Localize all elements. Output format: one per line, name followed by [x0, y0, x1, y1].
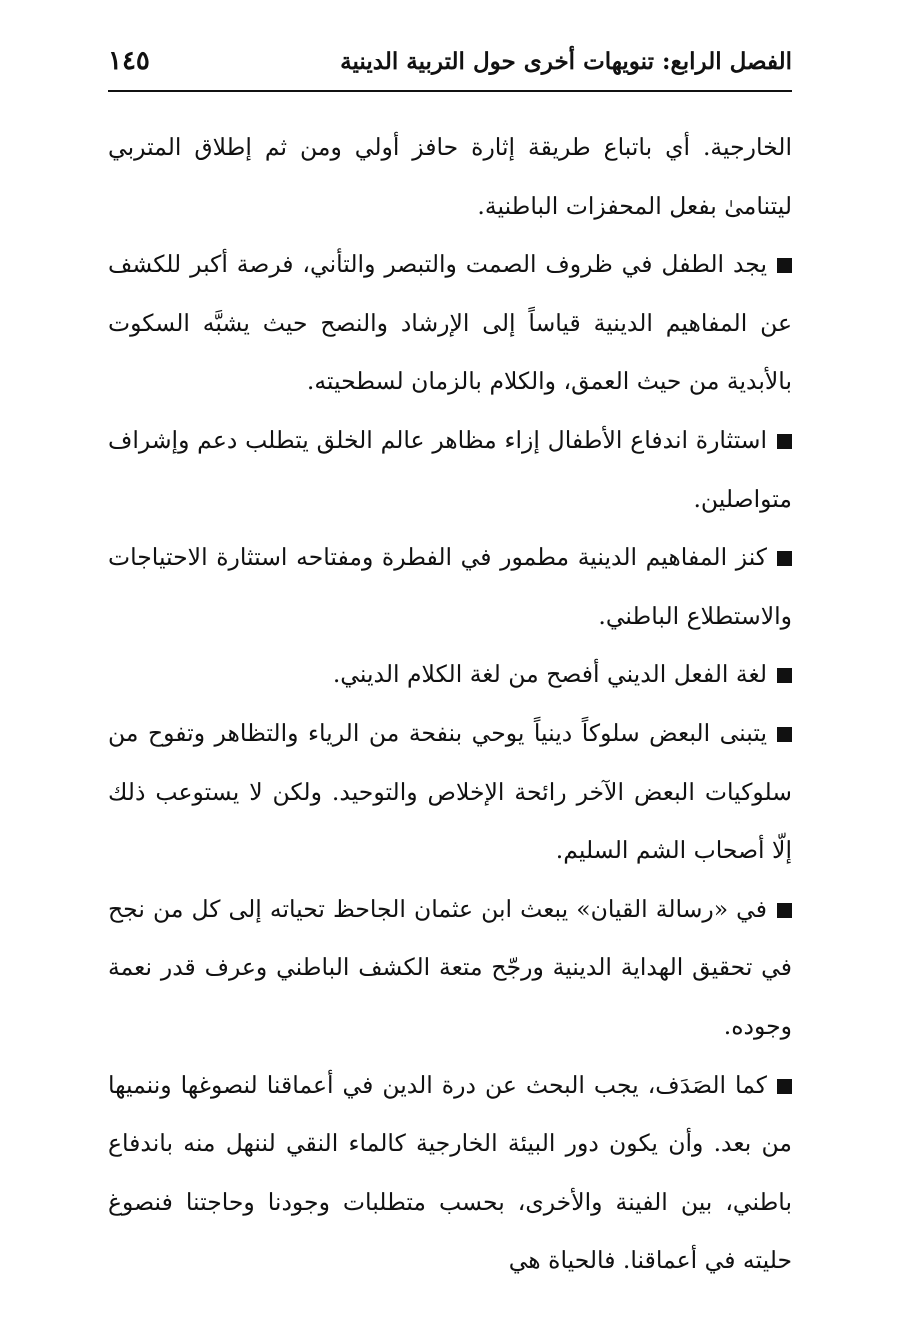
body-text	[108, 118, 792, 1290]
page-number: ١٤٥	[108, 46, 150, 76]
bullet-paragraph	[108, 1056, 792, 1290]
square-bullet-icon	[777, 258, 792, 273]
bullet-paragraph	[108, 704, 792, 880]
square-bullet-icon	[777, 551, 792, 566]
square-bullet-icon	[777, 668, 792, 683]
paragraph-text: كنز المفاهيم الدينية مطمور في الفطرة ومفتاحه استثارة الاحتياجات والاستطلاع الباطني.	[108, 543, 792, 630]
bullet-paragraph	[108, 411, 792, 528]
square-bullet-icon	[777, 727, 792, 742]
paragraph-text: يجد الطفل في ظروف الصمت والتبصر والتأني، فرصة أكبر للكشف عن المفاهيم الدينية قياساً إلى الإرشاد والنصح حيث يشبَّه السكوت بالأبدية من حيث العمق، والكلام بالزمان لسطحيته.	[108, 250, 792, 396]
bullet-paragraph	[108, 235, 792, 411]
paragraph-text: كما الصَدَف، يجب البحث عن درة الدين في أعماقنا لنصوغها وننميها من بعد. وأن يكون دور البيئة الخارجية كالماء النقي لننهل منه باندفاع باطني، بين الفينة والأخرى، بحسب متطلبات وجودنا وحاجتنا فنصوغ حليته في أعماقنا. فالحياة هي	[108, 1070, 792, 1275]
bullet-paragraph	[108, 528, 792, 645]
bullet-paragraph	[108, 645, 792, 704]
paragraph-text: يتبنى البعض سلوكاً دينياً يوحي بنفحة من الرياء والتظاهر وتفوح من سلوكيات البعض الآخر رائحة الإخلاص والتوحيد. ولكن لا يستوعب ذلك إلّا أصحاب الشم السليم.	[108, 718, 792, 865]
square-bullet-icon	[777, 1079, 792, 1094]
paragraph-text: الخارجية. أي باتباع طريقة إثارة حافز أولي ومن ثم إطلاق المتربي ليتنامىٰ بفعل المحفزات الباطنية.	[108, 133, 792, 220]
page-header	[108, 40, 792, 92]
paragraph-text: لغة الفعل الديني أفصح من لغة الكلام الديني.	[332, 660, 767, 689]
square-bullet-icon	[777, 434, 792, 449]
paragraph-text: استثارة اندفاع الأطفال إزاء مظاهر عالم الخلق يتطلب دعم وإشراف متواصلين.	[108, 425, 792, 513]
square-bullet-icon	[777, 903, 792, 918]
running-title: الفصل الرابع: تنويهات أخرى حول التربية الدينية	[340, 48, 792, 75]
paragraph-text: في «رسالة القيان» يبعث ابن عثمان الجاحظ تحياته إلى كل من نجح في تحقيق الهداية الدينية ورجّح متعة الكشف الباطني وعرف قدر نعمة وجوده.	[108, 894, 792, 1040]
paragraph	[108, 118, 792, 235]
bullet-paragraph	[108, 880, 792, 1056]
